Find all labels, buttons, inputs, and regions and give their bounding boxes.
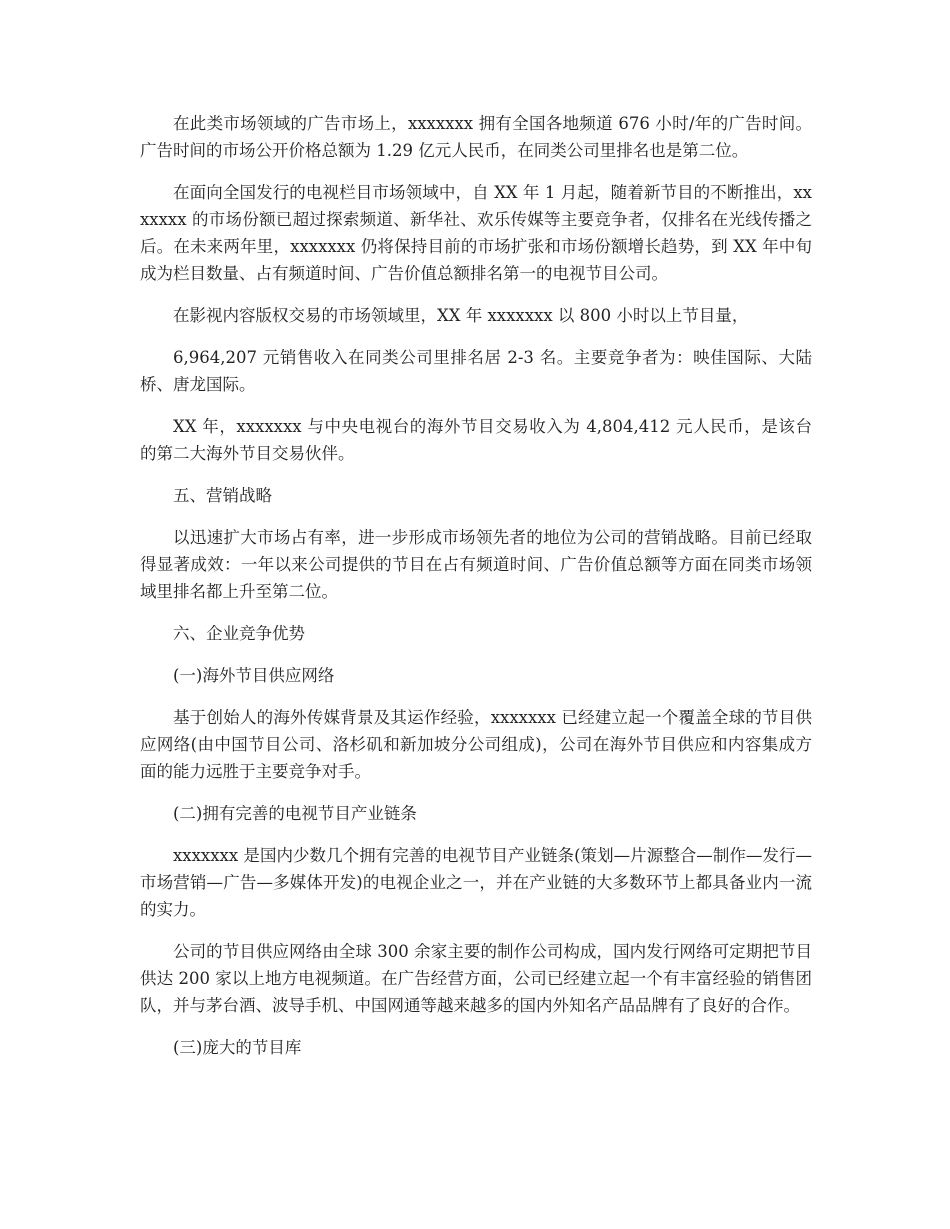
paragraph-tv-column-market: 在面向全国发行的电视栏目市场领域中，自 XX 年 1 月起，随着新节目的不断推出，xxxxxxx 的市场份额已超过探索频道、新华社、欢乐传媒等主要竞争者，仅排名在光线传播之后。在未来两年里，xxxxxxx 仍将保持目前的市场扩张和市场份额增长趋势，到 XX 年中旬成为栏目数量、占有频道时间、广告价值总额排名第一的电视节目公司。: [140, 183, 812, 283]
paragraph-industry-chain: xxxxxxx 是国内少数几个拥有完善的电视节目产业链条(策划—片源整合—制作—发行—市场营销—广告—多媒体开发)的电视企业之一，并在产业链的大多数环节上都具备业内一流的实力。: [140, 846, 812, 919]
paragraph-marketing-strategy: 以迅速扩大市场占有率，进一步形成市场领先者的地位为公司的营销战略。目前已经取得显著成效：一年以来公司提供的节目在占有频道时间、广告价值总额等方面在同类市场领域里排名都上升至第二位。: [140, 528, 812, 601]
document-page: [140, 110, 812, 1076]
paragraph-cctv-trade: XX 年，xxxxxxx 与中央电视台的海外节目交易收入为 4,804,412 元人民币，是该台的第二大海外节目交易伙伴。: [140, 417, 812, 463]
section-heading-advantages: 六、企业竞争优势: [173, 624, 305, 643]
subheading-program-library: (三)庞大的节目库: [173, 1038, 302, 1057]
paragraph-ad-market: 在此类市场领域的广告市场上，xxxxxxx 拥有全国各地频道 676 小时/年的广告时间。广告时间的市场公开价格总额为 1.29 亿元人民币，在同类公司里排名也是第二位。: [140, 114, 812, 160]
paragraph-overseas-network: 基于创始人的海外传媒背景及其运作经验，xxxxxxx 已经建立起一个覆盖全球的节目供应网络(由中国节目公司、洛杉矶和新加坡分公司组成)，公司在海外节目供应和内容集成方面的能力远胜于主要竞争对手。: [140, 708, 812, 781]
paragraph-supply-network: 公司的节目供应网络由全球 300 余家主要的制作公司构成，国内发行网络可定期把节目供达 200 家以上地方电视频道。在广告经营方面，公司已经建立起一个有丰富经验的销售团队，并与茅台酒、波导手机、中国网通等越来越多的国内外知名产品品牌有了良好的合作。: [140, 942, 812, 1015]
subheading-industry-chain: (二)拥有完善的电视节目产业链条: [173, 804, 417, 823]
section-heading-marketing: 五、营销战略: [173, 486, 272, 505]
paragraph-copyright-trade: 在影视内容版权交易的市场领域里，XX 年 xxxxxxx 以 800 小时以上节目量，: [173, 306, 749, 325]
paragraph-sales-revenue: 6,964,207 元销售收入在同类公司里排名居 2-3 名。主要竞争者为：映佳国际、大陆桥、唐龙国际。: [140, 348, 812, 394]
subheading-overseas-network: (一)海外节目供应网络: [173, 666, 335, 685]
